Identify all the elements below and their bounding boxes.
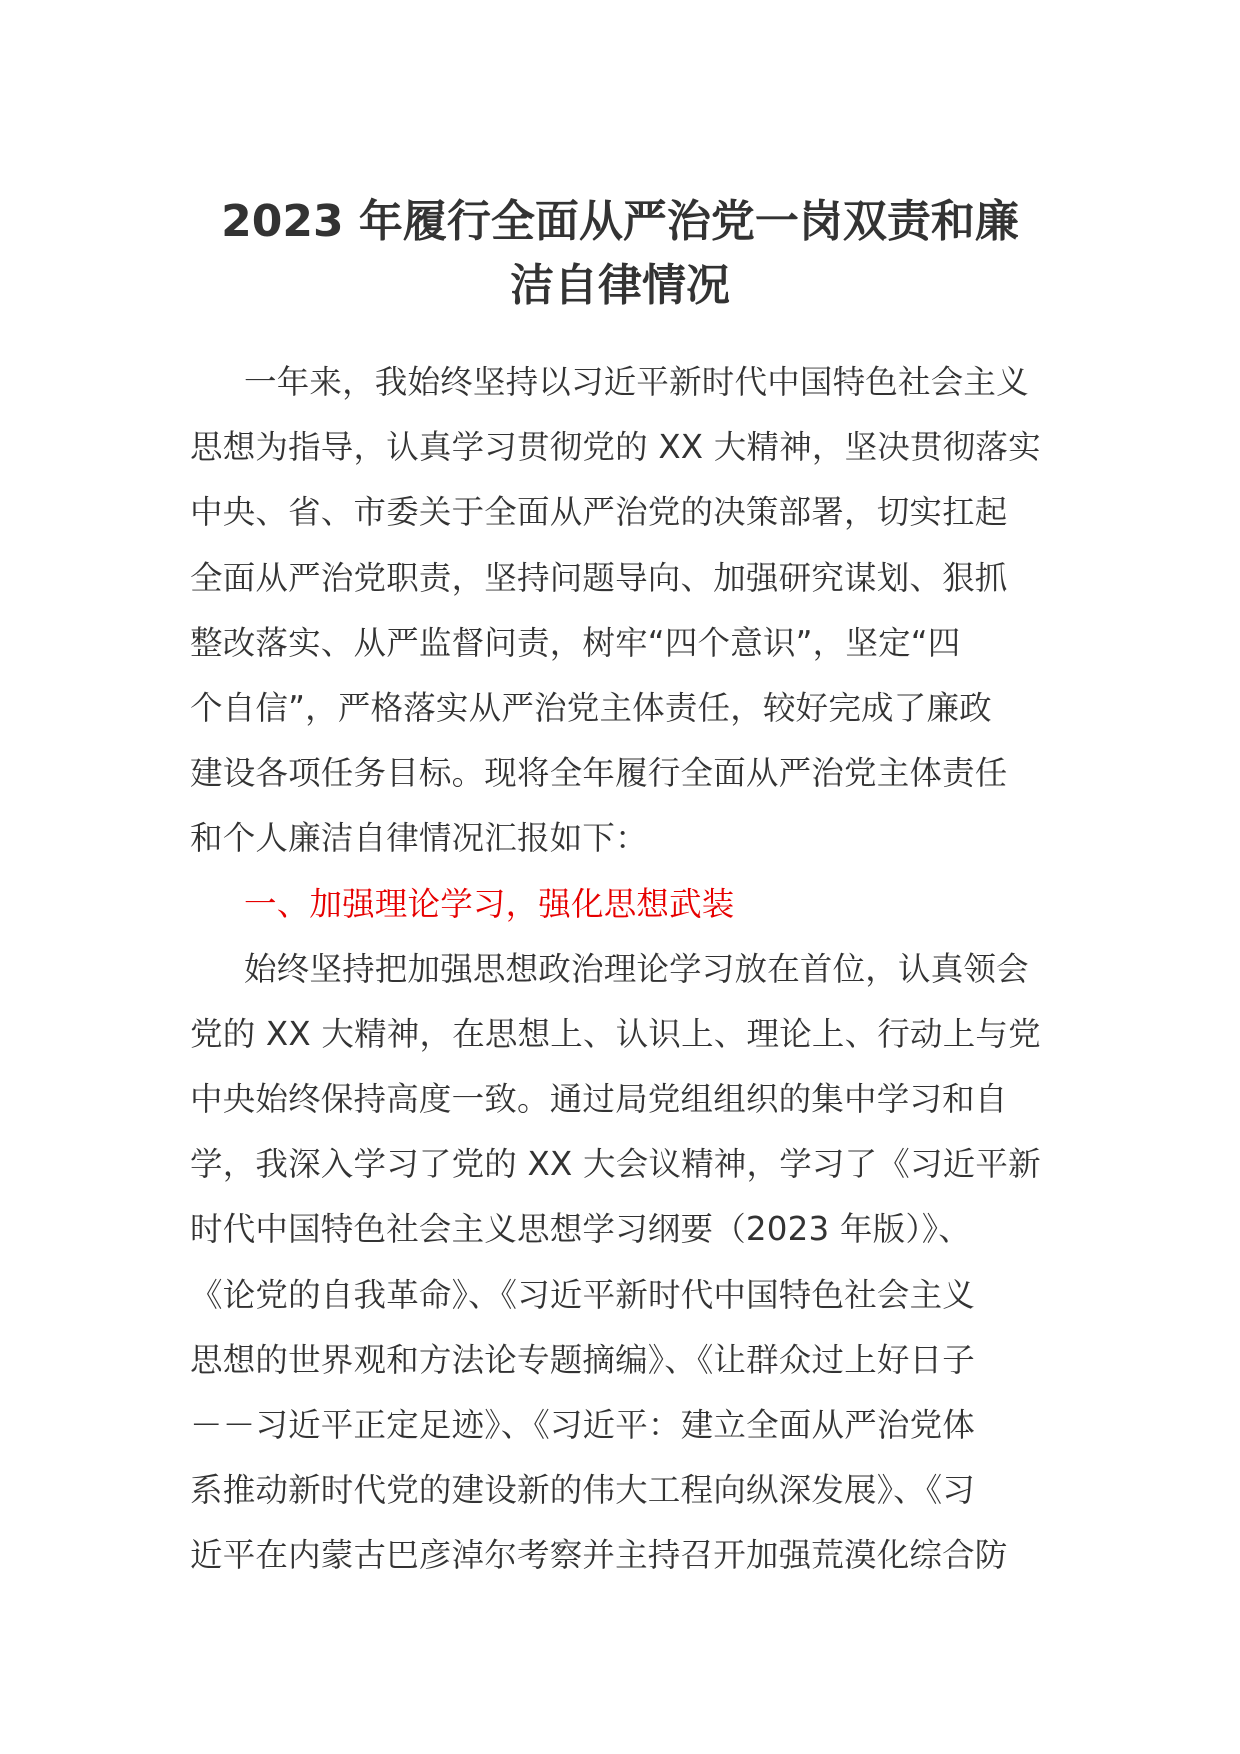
paragraph-line: 党的 XX 大精神，在思想上、认识上、理论上、行动上与党: [190, 1014, 1041, 1053]
paragraph-line: 学，我深入学习了党的 XX 大会议精神，学习了《习近平新: [190, 1145, 1041, 1184]
paragraph-line: 系推动新时代党的建设新的伟大工程向纵深发展》、《习: [190, 1471, 976, 1510]
paragraph-line: 和个人廉洁自律情况汇报如下：: [190, 819, 648, 858]
paragraph-line: 近平在内蒙古巴彦淖尔考察并主持召开加强荒漠化综合防: [190, 1536, 1008, 1575]
document-title: [190, 190, 1050, 318]
paragraph-line: 思想的世界观和方法论专题摘编》、《让群众过上好日子: [190, 1340, 976, 1379]
title-line-1: 2023 年履行全面从严治党一岗双责和廉: [221, 196, 1019, 247]
paragraph-line: －－习近平正定足迹》、《习近平：建立全面从严治党体: [190, 1406, 976, 1444]
section-heading: 一、加强理论学习，强化思想武装: [244, 884, 735, 923]
paragraph-line: 时代中国特色社会主义思想学习纲要（2023 年版）》、: [190, 1210, 971, 1249]
paragraph-line: 思想为指导，认真学习贯彻党的 XX 大精神，坚决贯彻落实: [190, 428, 1041, 467]
paragraph-line: 建设各项任务目标。现将全年履行全面从严治党主体责任: [190, 754, 1008, 793]
paragraph-line: 《论党的自我革命》、《习近平新时代中国特色社会主义: [190, 1275, 976, 1314]
paragraph-line: 整改落实、从严监督问责，树牢“四个意识”，坚定“四: [190, 623, 961, 662]
paragraph-line: 全面从严治党职责，坚持问题导向、加强研究谋划、狠抓: [190, 558, 1008, 597]
paragraph-line: 始终坚持把加强思想政治理论学习放在首位，认真领会: [244, 949, 1029, 988]
document-body: [190, 350, 1070, 1589]
paragraph-line: 一年来，我始终坚持以习近平新时代中国特色社会主义: [244, 363, 1029, 401]
paragraph-line: 个自信”，严格落实从严治党主体责任，较好完成了廉政: [190, 688, 992, 727]
title-line-2: 洁自律情况: [510, 260, 730, 311]
paragraph-line: 中央始终保持高度一致。通过局党组组织的集中学习和自: [190, 1080, 1008, 1119]
paragraph-line: 中央、省、市委关于全面从严治党的决策部署，切实扛起: [190, 493, 1008, 532]
